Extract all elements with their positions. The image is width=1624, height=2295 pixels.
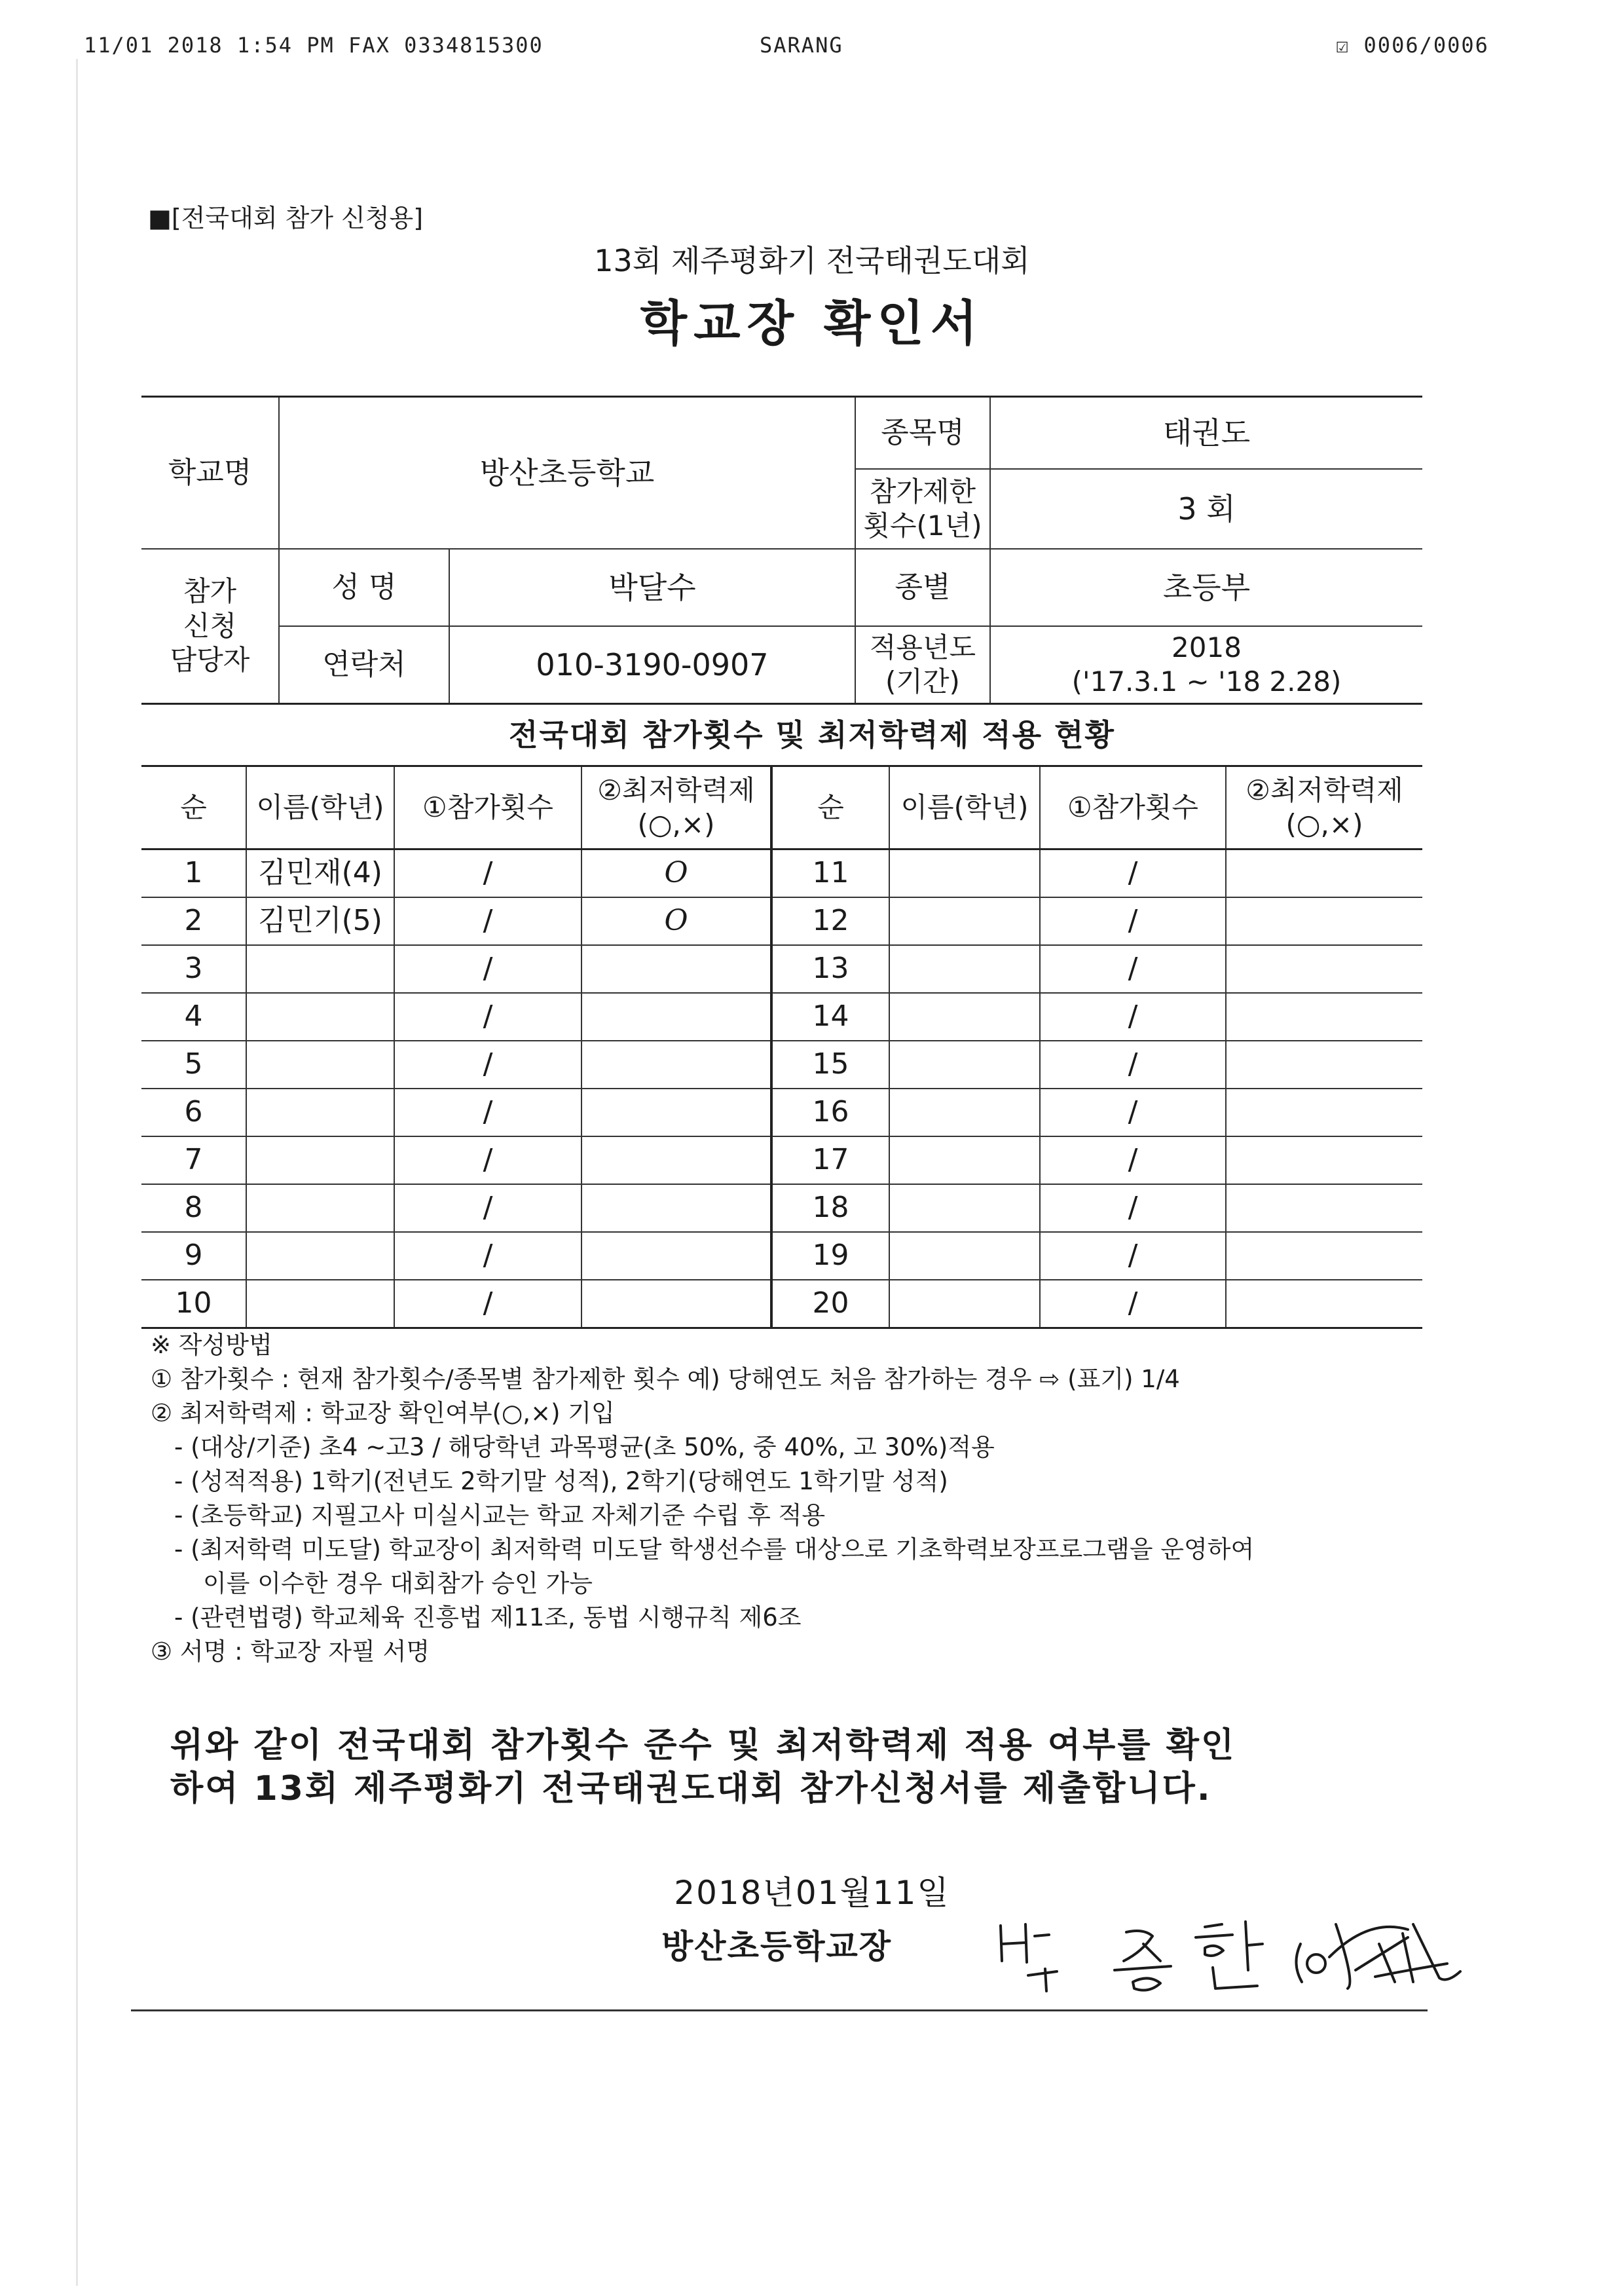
event-value: 태권도 [990, 397, 1422, 470]
participation-count: / [394, 849, 581, 898]
row-number: 11 [771, 849, 889, 898]
row-number: 2 [141, 897, 246, 945]
school-value: 방산초등학교 [279, 397, 855, 550]
bottom-divider [131, 2009, 1428, 2011]
participation-count: / [394, 897, 581, 945]
academic-check [581, 945, 771, 993]
contact-label-line1: 참가 [183, 575, 237, 608]
academic-check [581, 1280, 771, 1328]
participation-count: / [1040, 1280, 1226, 1328]
header-count: ①참가횟수 [394, 766, 581, 849]
phone-value: 010-3190-0907 [449, 626, 855, 704]
status-section-title: 전국대회 참가횟수 및 최저학력제 적용 현황 [509, 717, 1115, 753]
contact-label-line3: 담당자 [170, 644, 250, 677]
academic-check: O [581, 849, 771, 898]
header-academic-line2: (○,×) [637, 808, 715, 840]
student-name [889, 993, 1040, 1041]
instruction-item-1: ① 참가횟수 : 현재 참가횟수/종목별 참가제한 횟수 예) 당해연도 처음 참가하는 경우 ⇨ (표기) 1/4 [151, 1365, 1180, 1393]
table-row [141, 1280, 1422, 1328]
instruction-sub-1: - (대상/기준) 초4 ~고3 / 해당학년 과목평균(초 50%, 중 40%, 고 30%)적용 [174, 1433, 995, 1461]
limit-label-line1: 참가제한 [869, 475, 976, 508]
header-order: 순 [141, 766, 246, 849]
student-name [246, 1280, 394, 1328]
row-number: 20 [771, 1280, 889, 1328]
row-number: 5 [141, 1041, 246, 1089]
instructions-block [151, 1328, 1460, 1669]
header-count: ①참가횟수 [1040, 766, 1226, 849]
instruction-sub-4: - (최저학력 미도달) 학교장이 최저학력 미도달 학생선수를 대상으로 기초학력보장프로그램을 운영하여 [174, 1535, 1255, 1563]
row-number: 8 [141, 1184, 246, 1232]
year-label [855, 626, 990, 704]
academic-check [581, 993, 771, 1041]
year-value [990, 626, 1422, 704]
participation-count: / [1040, 1089, 1226, 1136]
participation-count: / [1040, 993, 1226, 1041]
instruction-sub-5: - (관련법령) 학교체육 진흥법 제11조, 동법 시행규칙 제6조 [174, 1603, 802, 1632]
student-name [889, 1089, 1040, 1136]
row-number: 1 [141, 849, 246, 898]
student-name [246, 993, 394, 1041]
academic-check [1226, 849, 1422, 898]
student-name [246, 1089, 394, 1136]
participation-count: / [394, 993, 581, 1041]
instruction-item-2: ② 최저학력제 : 학교장 확인여부(○,×) 기입 [151, 1399, 615, 1427]
participation-count: / [1040, 1136, 1226, 1184]
student-name [889, 849, 1040, 898]
name-value: 박달수 [449, 549, 855, 626]
info-table [141, 396, 1422, 705]
participation-count: / [394, 1136, 581, 1184]
row-number: 7 [141, 1136, 246, 1184]
header-academic-line1: ②최저학력제 [1246, 774, 1403, 806]
student-name [889, 1136, 1040, 1184]
table-row [141, 1136, 1422, 1184]
participation-table [141, 765, 1422, 1329]
participation-count: / [1040, 849, 1226, 898]
declaration-line-2: 하여 13회 제주평화기 전국태권도대회 참가신청서를 제출합니다. [170, 1769, 1212, 1808]
row-number: 14 [771, 993, 889, 1041]
row-number: 16 [771, 1089, 889, 1136]
participation-count: / [394, 1280, 581, 1328]
student-name [889, 1041, 1040, 1089]
scan-edge-line [76, 59, 78, 2286]
academic-check [1226, 1136, 1422, 1184]
student-name [889, 1184, 1040, 1232]
student-name [889, 1280, 1040, 1328]
header-academic-line1: ②최저학력제 [597, 774, 755, 806]
year-value-line2: ('17.3.1 ~ '18 2.28) [1071, 665, 1342, 698]
student-name [246, 1136, 394, 1184]
year-label-line1: 적용년도 [869, 631, 976, 663]
academic-check [1226, 1232, 1422, 1280]
contact-label [141, 549, 279, 704]
student-name [246, 1184, 394, 1232]
academic-check [581, 1089, 771, 1136]
row-number: 15 [771, 1041, 889, 1089]
participation-count: / [1040, 1184, 1226, 1232]
student-name [246, 945, 394, 993]
instruction-sub-3: - (초등학교) 지필고사 미실시교는 학교 자체기준 수립 후 적용 [174, 1501, 826, 1529]
table-row [141, 1041, 1422, 1089]
student-name: 김민재(4) [246, 849, 394, 898]
principal-title: 방산초등학교장 [661, 1928, 893, 1966]
contact-label-line2: 신청 [183, 609, 237, 642]
phone-label: 연락처 [279, 626, 449, 704]
document-date: 2018년01월11일 [674, 1874, 950, 1912]
declaration-line-1: 위와 같이 전국대회 참가횟수 준수 및 최저학력제 적용 여부를 확인 [170, 1726, 1236, 1765]
division-label: 종별 [855, 549, 990, 626]
name-label: 성 명 [279, 549, 449, 626]
participation-count: / [1040, 1232, 1226, 1280]
form-category: ■[전국대회 참가 신청용] [148, 204, 424, 233]
participation-count: / [1040, 1041, 1226, 1089]
academic-check [581, 1136, 771, 1184]
event-label: 종목명 [855, 397, 990, 470]
limit-value: 3 회 [990, 469, 1422, 549]
declaration-text [170, 1724, 1480, 1810]
participation-count: / [394, 1232, 581, 1280]
year-value-line1: 2018 [1172, 631, 1242, 663]
academic-check [1226, 1089, 1422, 1136]
table-row [141, 1232, 1422, 1280]
academic-check: O [581, 897, 771, 945]
table-row [141, 849, 1422, 898]
student-name [889, 945, 1040, 993]
table-row [141, 897, 1422, 945]
header-academic-line2: (○,×) [1285, 808, 1363, 840]
fax-header-page: ☑ 0006/0006 [1336, 33, 1489, 58]
year-label-line2: (기간) [885, 665, 960, 698]
row-number: 3 [141, 945, 246, 993]
row-number: 9 [141, 1232, 246, 1280]
student-name [246, 1232, 394, 1280]
academic-check [581, 1232, 771, 1280]
limit-label-line2: 횟수(1년) [863, 510, 982, 542]
handwritten-signature [989, 1898, 1473, 1996]
academic-check [581, 1184, 771, 1232]
document-title: 학교장 확인서 [640, 295, 984, 352]
academic-check [1226, 945, 1422, 993]
academic-check [1226, 1184, 1422, 1232]
table-row [141, 945, 1422, 993]
instructions-heading: ※ 작성방법 [151, 1331, 272, 1359]
student-name [889, 897, 1040, 945]
participation-count: / [394, 1089, 581, 1136]
student-name [246, 1041, 394, 1089]
academic-check [581, 1041, 771, 1089]
row-number: 13 [771, 945, 889, 993]
header-name: 이름(학년) [889, 766, 1040, 849]
row-number: 10 [141, 1280, 246, 1328]
division-value: 초등부 [990, 549, 1422, 626]
row-number: 6 [141, 1089, 246, 1136]
table-row [141, 1089, 1422, 1136]
academic-check [1226, 1041, 1422, 1089]
row-number: 19 [771, 1232, 889, 1280]
participation-count: / [394, 945, 581, 993]
table-row [141, 993, 1422, 1041]
limit-label [855, 469, 990, 549]
header-name: 이름(학년) [246, 766, 394, 849]
instruction-sub-4-cont: 이를 이수한 경우 대회참가 승인 가능 [203, 1569, 593, 1597]
instruction-item-3: ③ 서명 : 학교장 자필 서명 [151, 1637, 430, 1666]
fax-header-sender: SARANG [760, 33, 843, 58]
student-name [889, 1232, 1040, 1280]
fax-header-left: 11/01 2018 1:54 PM FAX 0334815300 [84, 33, 544, 58]
row-number: 4 [141, 993, 246, 1041]
student-name: 김민기(5) [246, 897, 394, 945]
participation-count: / [394, 1041, 581, 1089]
participation-count: / [394, 1184, 581, 1232]
header-academic [1226, 766, 1422, 849]
instruction-sub-2: - (성적적용) 1학기(전년도 2학기말 성적), 2학기(당해연도 1학기말 성적) [174, 1467, 948, 1495]
row-number: 18 [771, 1184, 889, 1232]
header-order: 순 [771, 766, 889, 849]
table-row [141, 1184, 1422, 1232]
row-number: 17 [771, 1136, 889, 1184]
event-title: 13회 제주평화기 전국태권도대회 [594, 243, 1030, 278]
participation-count: / [1040, 897, 1226, 945]
academic-check [1226, 1280, 1422, 1328]
row-number: 12 [771, 897, 889, 945]
academic-check [1226, 897, 1422, 945]
school-label: 학교명 [141, 397, 279, 550]
header-academic [581, 766, 771, 849]
participation-count: / [1040, 945, 1226, 993]
academic-check [1226, 993, 1422, 1041]
